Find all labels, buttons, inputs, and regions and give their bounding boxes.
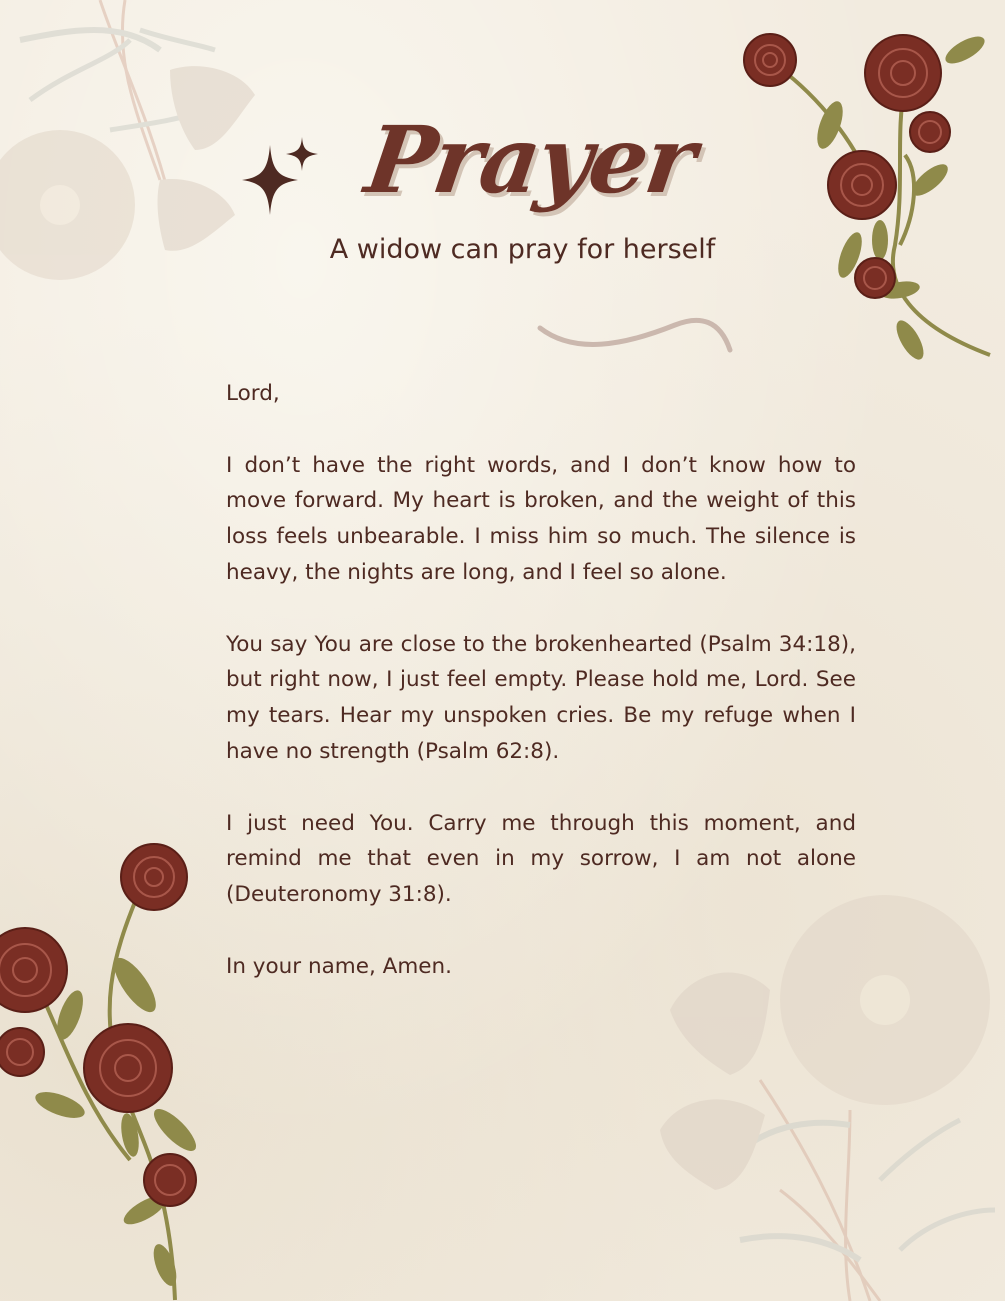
closing: In your name, Amen. — [226, 953, 452, 979]
rose-cluster-top-right — [735, 25, 1005, 370]
faded-flowers-top-left — [0, 0, 280, 320]
faded-flowers-bottom-right — [650, 880, 1005, 1301]
page-subtitle: A widow can pray for herself — [329, 234, 716, 265]
rose-cluster-bottom-left — [0, 840, 215, 1301]
paragraph: I just need You. Carry me through this moment, and remind me that even in my sorrow, I am not alone (Deuteronomy 31:8). — [226, 810, 856, 908]
sparkle-icon — [240, 135, 325, 220]
salutation: Lord, — [226, 381, 280, 406]
paragraph: You say You are close to the brokenhearted (Psalm 34:18), but right now, I just feel empty. Please hold me, Lord. See my tears. Hear my unspoken cries. Be my refuge when I have no strength (Psalm 62:8). — [226, 631, 856, 764]
paragraph: I don’t have the right words, and I don’t know how to move forward. My heart is broken, and the weight of this loss feels unbearable. I miss him so much. The silence is heavy, the nights are long, and I feel so alone. — [226, 452, 856, 585]
page-title: Prayer — [359, 106, 701, 214]
swoosh-divider — [535, 310, 735, 360]
